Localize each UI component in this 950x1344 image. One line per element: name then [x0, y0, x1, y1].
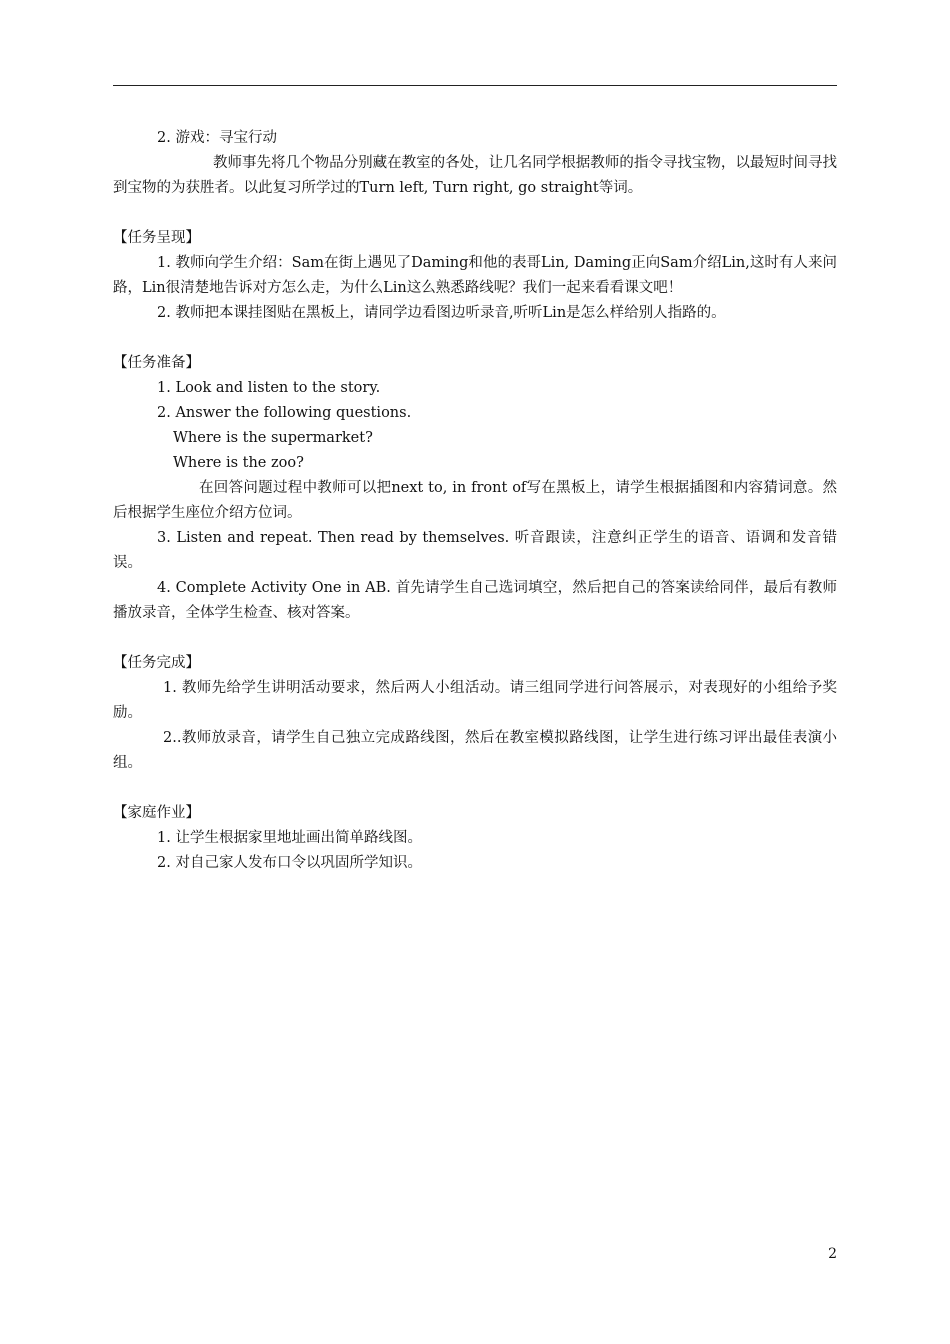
game-title: 2. 游戏：寻宝行动: [157, 130, 277, 146]
preparation-item-2: 2. Answer the following questions.: [157, 405, 412, 421]
page-number: 2: [828, 1246, 837, 1262]
homework-heading: 【家庭作业】: [113, 805, 200, 821]
completion-item-2: 2..教师放录音，请学生自己独立完成路线图，然后在教室模拟路线图，让学生进行练习评出最佳表演小组。: [113, 730, 837, 771]
completion-item-1: 1. 教师先给学生讲明活动要求，然后两人小组活动。请三组同学进行问答展示，对表现好的小组给予奖励。: [113, 680, 837, 721]
presentation-item-2: 2. 教师把本课挂图贴在黑板上，请同学边看图边听录音,听听Lin是怎么样给别人指路的。: [157, 305, 726, 321]
homework-item-1: 1. 让学生根据家里地址画出简单路线图。: [157, 830, 422, 846]
preparation-heading: 【任务准备】: [113, 355, 200, 371]
preparation-question-1: Where is the supermarket?: [173, 430, 373, 446]
presentation-heading: 【任务呈现】: [113, 230, 200, 246]
preparation-note: 在回答问题过程中教师可以把next to, in front of写在黑板上，请学生根据插图和内容猜词意。然后根据学生座位介绍方位词。: [113, 480, 837, 521]
preparation-item-4: 4. Complete Activity One in AB. 首先请学生自己选词填空，然后把自己的答案读给同伴，最后有教师播放录音，全体学生检查、核对答案。: [113, 580, 837, 621]
document-body: [113, 126, 837, 876]
preparation-item-1: 1. Look and listen to the story.: [157, 380, 381, 396]
preparation-question-2: Where is the zoo?: [173, 455, 304, 471]
preparation-item-3: 3. Listen and repeat. Then read by themselves. 听音跟读，注意纠正学生的语音、语调和发音错误。: [113, 530, 837, 571]
presentation-item-1: 1. 教师向学生介绍：Sam在街上遇见了Daming和他的表哥Lin, Daming正向Sam介绍Lin,这时有人来问路，Lin很清楚地告诉对方怎么走，为什么Lin这么熟悉路线呢？我们一起来看看课文吧！: [113, 255, 837, 296]
header-rule: [113, 85, 837, 86]
game-paragraph: 教师事先将几个物品分别藏在教室的各处，让几名同学根据教师的指令寻找宝物，以最短时间寻找到宝物的为获胜者。以此复习所学过的Turn left, Turn right, go straight等词。: [113, 155, 837, 196]
homework-item-2: 2. 对自己家人发布口令以巩固所学知识。: [157, 855, 422, 871]
completion-heading: 【任务完成】: [113, 655, 200, 671]
